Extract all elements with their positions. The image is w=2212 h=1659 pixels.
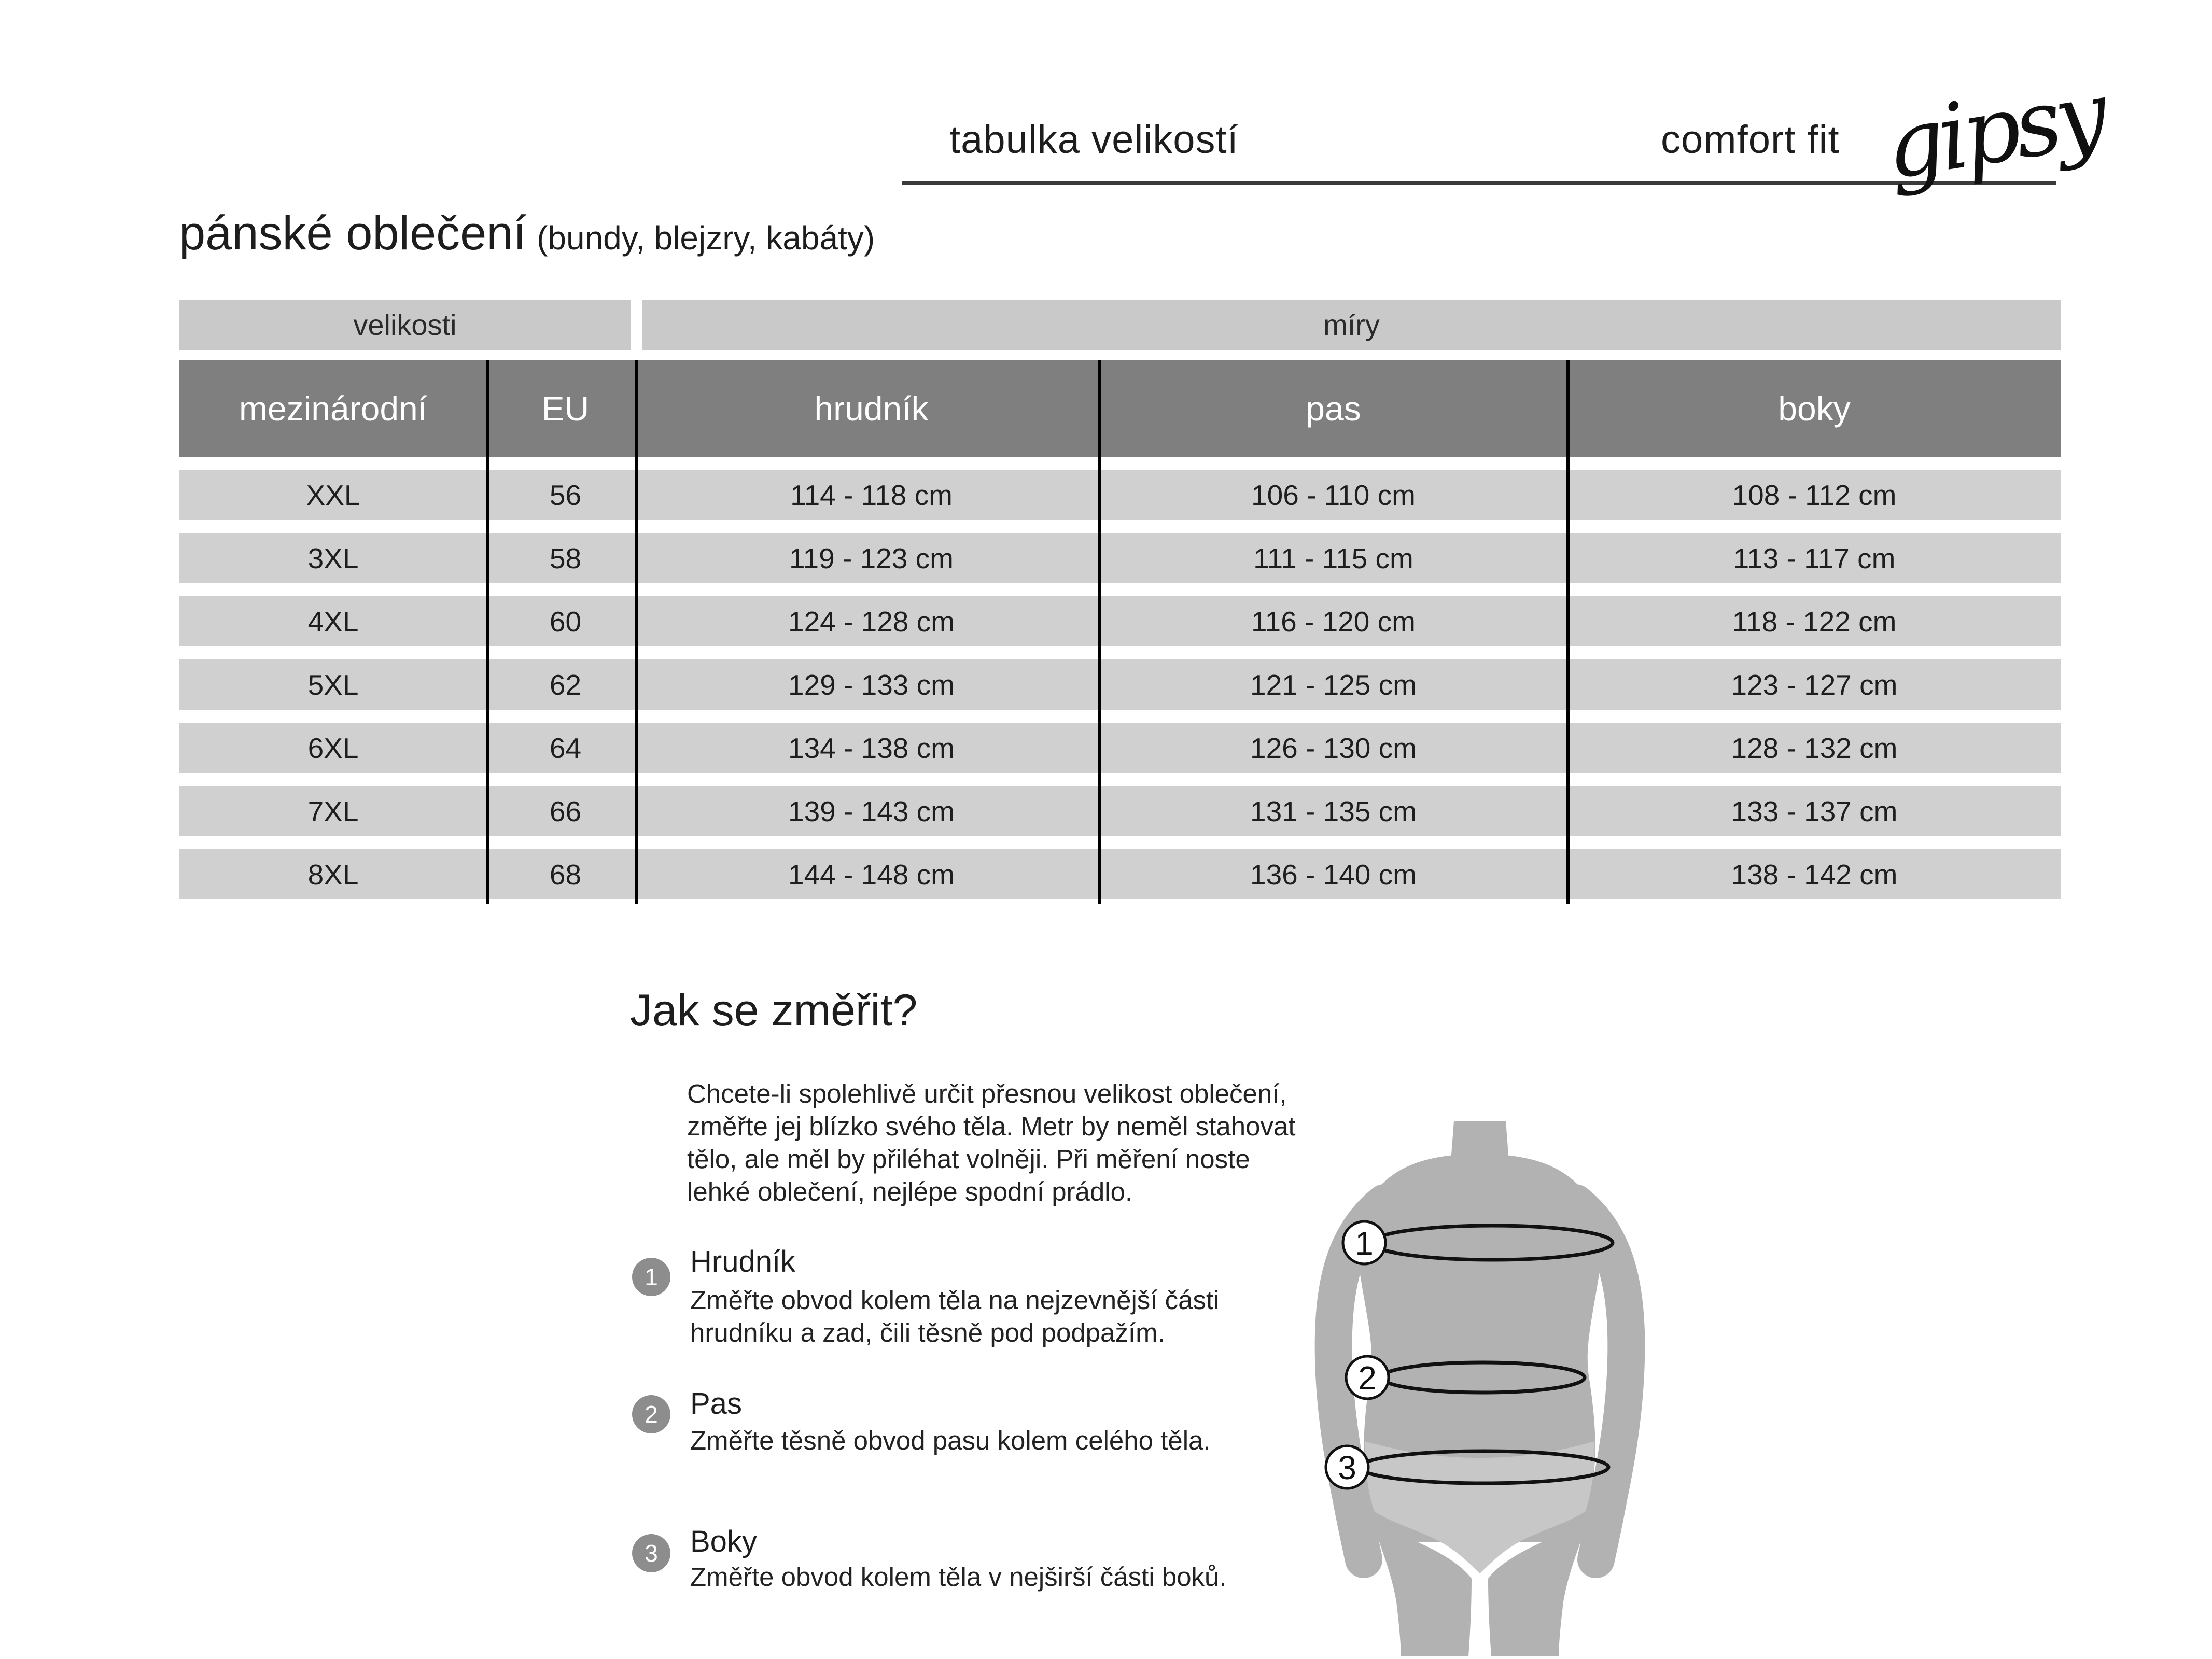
gipsy-logo-text: gipsy xyxy=(1879,62,2110,200)
step-text-hips xyxy=(690,1560,1227,1593)
table-row xyxy=(179,596,2061,646)
column-header-waist: pas xyxy=(1306,389,1361,428)
hips-range: 108 - 112 cm xyxy=(1732,479,1897,511)
size-eu: 56 xyxy=(549,479,582,511)
size-international: 4XL xyxy=(307,605,359,638)
size-eu: 64 xyxy=(549,732,582,764)
size-international: XXL xyxy=(306,479,360,511)
waist-range: 136 - 140 cm xyxy=(1250,858,1417,891)
column-divider xyxy=(1098,360,1101,904)
step-number-badge-3: 3 xyxy=(632,1534,670,1572)
chest-range: 139 - 143 cm xyxy=(788,795,955,827)
size-table-body xyxy=(179,470,2061,912)
marker-number-2: 2 xyxy=(1358,1359,1377,1397)
column-header-chest: hrudník xyxy=(814,389,929,428)
waist-range: 116 - 120 cm xyxy=(1251,605,1416,638)
size-international: 6XL xyxy=(307,732,359,764)
hips-range: 138 - 142 cm xyxy=(1731,858,1898,891)
marker-number-1: 1 xyxy=(1355,1225,1374,1262)
column-header-eu: EU xyxy=(541,389,590,428)
hips-range: 113 - 117 cm xyxy=(1733,542,1896,574)
waist-range: 111 - 115 cm xyxy=(1253,542,1413,574)
chest-range: 124 - 128 cm xyxy=(788,605,955,638)
hips-range: 133 - 137 cm xyxy=(1731,795,1898,827)
body-measurement-diagram xyxy=(1286,1109,1670,1659)
category-title: pánské oblečení xyxy=(179,207,527,260)
size-eu: 68 xyxy=(549,858,582,891)
marker-number-3: 3 xyxy=(1338,1449,1356,1486)
table-row xyxy=(179,470,2061,520)
page-title: tabulka velikostí xyxy=(949,118,1239,162)
table-row xyxy=(179,659,2061,710)
size-eu: 66 xyxy=(549,795,582,827)
chest-range: 129 - 133 cm xyxy=(788,668,955,701)
column-divider xyxy=(1566,360,1570,904)
step-title-waist: Pas xyxy=(690,1387,742,1421)
column-divider xyxy=(635,360,638,904)
hips-range: 118 - 122 cm xyxy=(1732,605,1897,638)
step-title-hips: Boky xyxy=(690,1525,757,1558)
hips-range: 128 - 132 cm xyxy=(1731,732,1898,764)
size-international: 8XL xyxy=(307,858,359,891)
step-number-badge-1: 1 xyxy=(632,1258,670,1296)
step-text-line: hrudníku a zad, čili těsně pod podpažím. xyxy=(690,1318,1165,1347)
hips-range: 123 - 127 cm xyxy=(1731,668,1898,701)
column-header-international: mezinárodní xyxy=(239,389,428,428)
size-international: 7XL xyxy=(307,795,359,827)
table-row xyxy=(179,786,2061,836)
intro-line: lehké oblečení, nejlépe spodní prádlo. xyxy=(687,1177,1133,1206)
category-subtitle: (bundy, blejzry, kabáty) xyxy=(537,219,875,257)
group-header-measures: míry xyxy=(642,300,2061,350)
step-title-chest: Hrudník xyxy=(690,1245,796,1278)
waist-range: 131 - 135 cm xyxy=(1250,795,1417,827)
waist-range: 106 - 110 cm xyxy=(1251,479,1416,511)
chest-range: 119 - 123 cm xyxy=(789,542,954,574)
howto-intro xyxy=(687,1077,1296,1208)
size-international: 3XL xyxy=(307,542,359,574)
size-eu: 60 xyxy=(549,605,582,638)
step-text-waist xyxy=(690,1424,1211,1457)
intro-line: Chcete-li spolehlivě určit přesnou velikost oblečení, xyxy=(687,1079,1287,1108)
gipsy-brand-logo xyxy=(1879,57,2110,244)
intro-line: změřte jej blízko svého těla. Metr by neměl stahovat xyxy=(687,1112,1296,1141)
size-eu: 58 xyxy=(549,542,582,574)
column-header-hips: boky xyxy=(1778,389,1851,428)
size-eu: 62 xyxy=(549,668,582,701)
step-number-badge-2: 2 xyxy=(632,1395,670,1433)
category-heading xyxy=(179,206,875,261)
group-header-sizes: velikosti xyxy=(179,300,631,350)
waist-range: 121 - 125 cm xyxy=(1250,668,1417,701)
step-text-line: Změřte těsně obvod pasu kolem celého těla. xyxy=(690,1426,1211,1455)
step-text-line: Změřte obvod kolem těla na nejzevnější části xyxy=(690,1285,1220,1315)
waist-range: 126 - 130 cm xyxy=(1250,732,1417,764)
chest-range: 114 - 118 cm xyxy=(790,479,953,511)
size-international: 5XL xyxy=(307,668,359,701)
chest-range: 144 - 148 cm xyxy=(788,858,955,891)
table-row xyxy=(179,533,2061,583)
column-divider xyxy=(486,360,489,904)
table-row xyxy=(179,849,2061,899)
intro-line: tělo, ale měl by přiléhat volněji. Při měření noste xyxy=(687,1144,1250,1174)
step-text-line: Změřte obvod kolem těla v nejširší části boků. xyxy=(690,1562,1227,1592)
table-header-row xyxy=(179,360,2061,457)
fit-type-label: comfort fit xyxy=(1661,118,1840,162)
chest-range: 134 - 138 cm xyxy=(788,732,955,764)
step-text-chest xyxy=(690,1284,1220,1349)
table-row xyxy=(179,723,2061,773)
howto-heading: Jak se změřit? xyxy=(630,986,918,1035)
